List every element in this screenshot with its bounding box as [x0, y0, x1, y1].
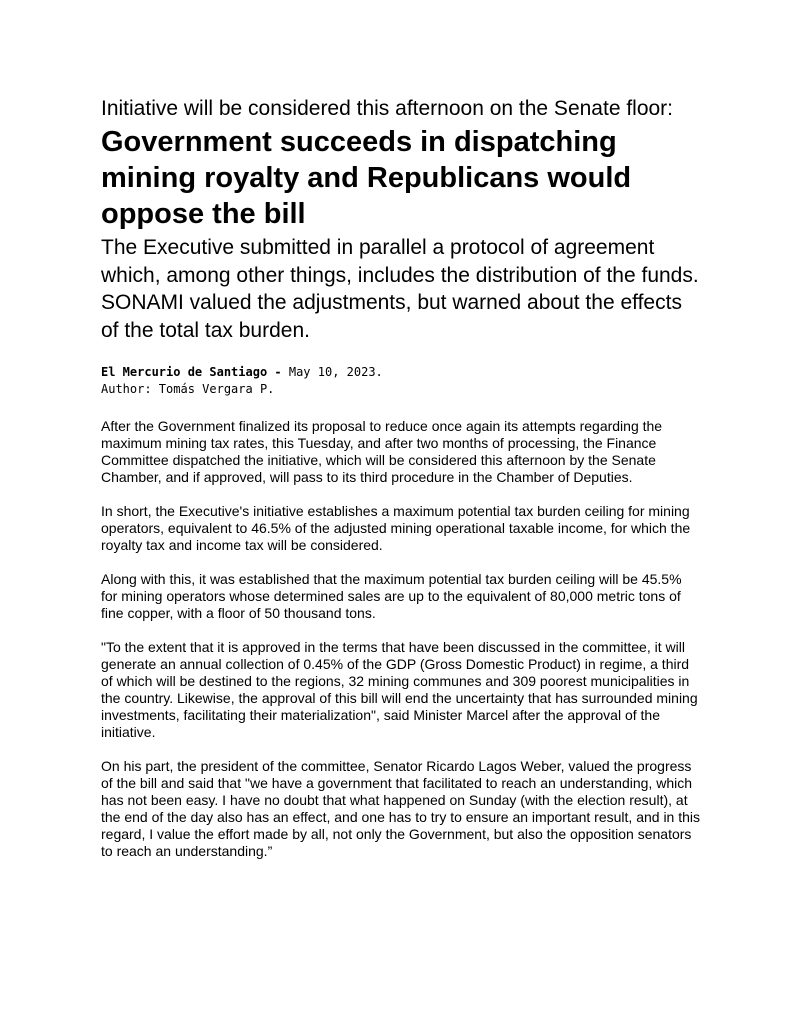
article-body	[101, 418, 701, 860]
byline	[101, 364, 701, 398]
body-paragraph: On his part, the president of the committee, Senator Ricardo Lagos Weber, valued the progress of the bill and said that "we have a government that facilitated to reach an understanding, which has not been easy. I have no doubt that what happened on Sunday (with the election result), at the end of the day also has an effect, and one has to try to ensure an important result, and in this regard, I value the effort made by all, not only the Government, but also the opposition senators to reach an understanding.”	[101, 758, 701, 859]
article-subhead: The Executive submitted in parallel a protocol of agreement which, among other things, includes the distribution of the funds. SONAMI valued the adjustments, but warned about the effects of the total tax burden.	[101, 236, 699, 342]
body-paragraph: "To the extent that it is approved in the terms that have been discussed in the committee, it will generate an annual collection of 0.45% of the GDP (Gross Domestic Product) in regime, a third of which will be destined to the regions, 32 mining communes and 309 poorest municipalities in the country. Likewise, the approval of this bill will end the uncertainty that has surrounded mining investments, facilitating their materialization", said Minister Marcel after the approval of the initiative.	[101, 639, 698, 740]
body-paragraph: Along with this, it was established that the maximum potential tax burden ceiling will be 45.5% for mining operators whose determined sales are up to the equivalent of 80,000 metric tons of fine copper, with a floor of 50 thousand tons.	[101, 571, 682, 621]
article-kicker: Initiative will be considered this afternoon on the Senate floor:	[101, 97, 674, 120]
source-date-line	[101, 364, 701, 381]
body-paragraph: After the Government finalized its proposal to reduce once again its attempts regarding the maximum mining tax rates, this Tuesday, and after two months of processing, the Finance Committee dispatched the initiative, which will be considered this afternoon by the Senate Chamber, and if approved, will pass to its third procedure in the Chamber of Deputies.	[101, 418, 663, 485]
author-line: Author: Tomás Vergara P.	[101, 382, 275, 396]
article	[101, 96, 701, 877]
article-headline: Government succeeds in dispatching mining royalty and Republicans would oppose the bill	[101, 126, 632, 230]
body-paragraph: In short, the Executive's initiative establishes a maximum potential tax burden ceiling for mining operators, equivalent to 46.5% of the adjusted mining operational taxable income, for which the royalty tax and income tax will be considered.	[101, 503, 691, 553]
publication-date: May 10, 2023.	[288, 365, 383, 379]
publication-source: El Mercurio de Santiago -	[101, 365, 282, 379]
